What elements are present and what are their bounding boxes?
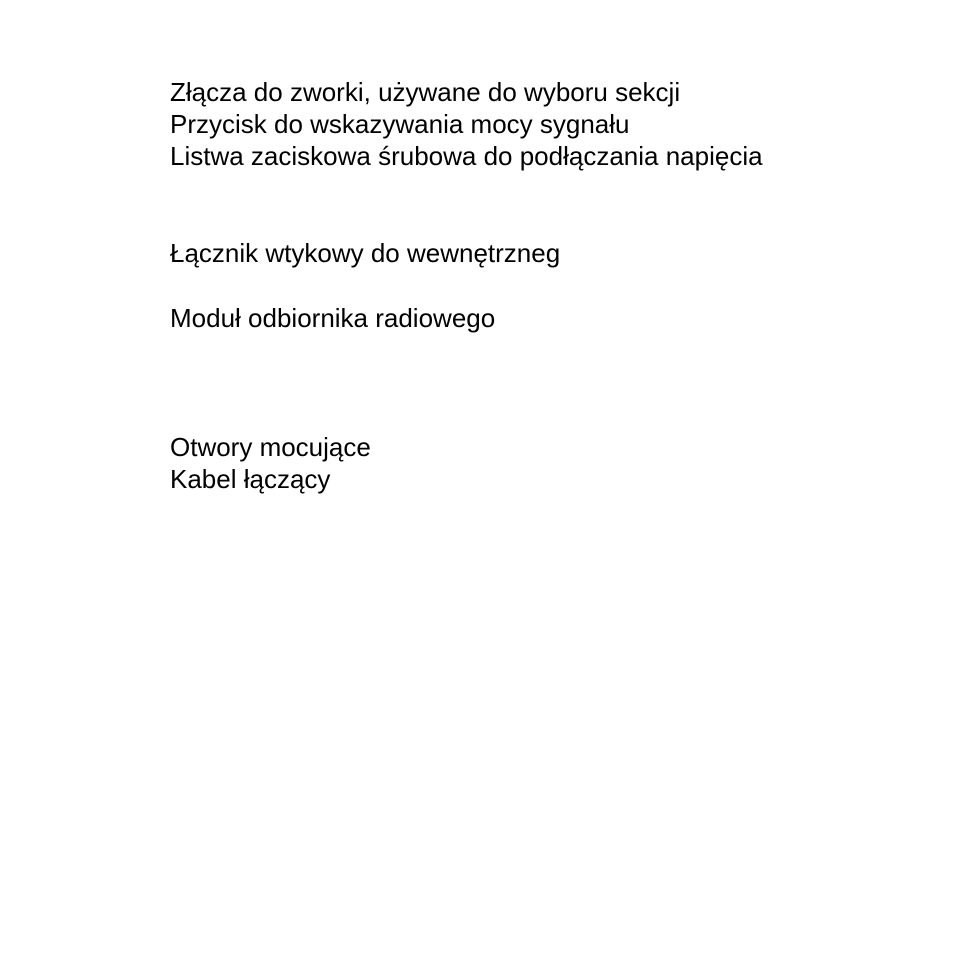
label-jumper-connectors: Złącza do zworki, używane do wyboru sekcji [170,77,681,107]
label-radio-module: Moduł odbiornika radiowego [170,303,496,333]
label-screw-terminal: Listwa zaciskowa śrubowa do podłączania napięcia [170,141,763,171]
label-connecting-cable: Kabel łączący [170,464,331,494]
label-plug-connector: Łącznik wtykowy do wewnętrzneg [170,238,561,268]
label-mounting-holes: Otwory mocujące [170,432,371,462]
label-signal-button: Przycisk do wskazywania mocy sygnału [170,109,630,139]
